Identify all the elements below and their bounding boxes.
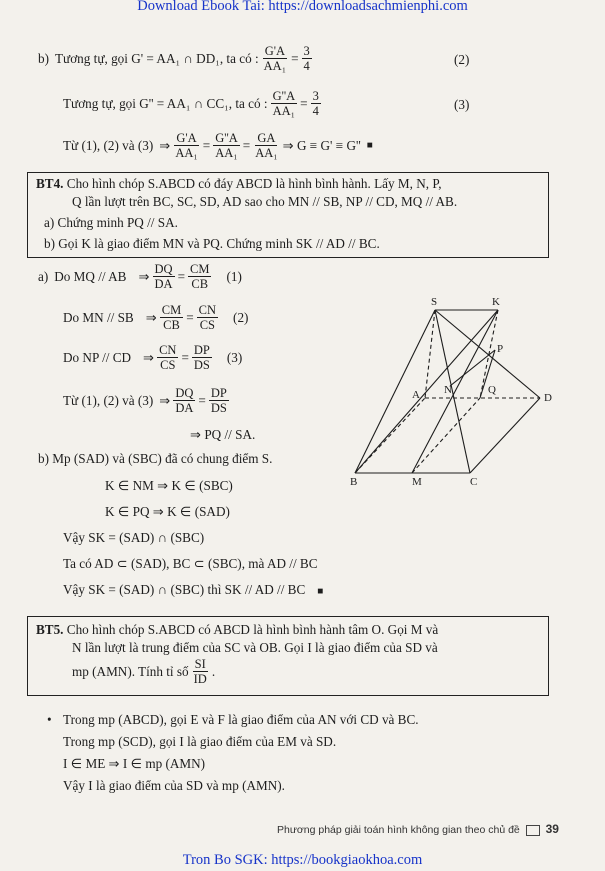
bt4-problem-box — [27, 172, 549, 258]
part-b-line1: b) Tương tự, gọi G' = AA₁ ∩ DD₁, ta có : $\frac{G'A}{\text{AA₁}}$ = $\frac{3}{4}$ — [38, 44, 310, 73]
bt5-problem-box — [27, 616, 549, 696]
sol4b-line3: K ∈ PQ ⇒ K ∈ (SAD) — [105, 504, 230, 519]
sol4a-row3: Do NP // CD ⇒ $\frac{CN}{CS}$ = $\frac{DP}{DS}$ (3) — [63, 343, 243, 372]
part-b-line1-text: Tương tự, gọi G' = AA₁ ∩ DD₁, ta có : — [55, 50, 259, 66]
sol5-line3: I ∈ ME ⇒ I ∈ mp (AMN) — [63, 756, 206, 771]
book-icon — [526, 825, 540, 836]
footer-link[interactable]: Tron Bo SGK: https://bookgiaokhoa.com — [182, 852, 423, 868]
label-N: N — [444, 384, 452, 396]
label-C: C — [470, 476, 478, 488]
label-S: S — [431, 296, 438, 308]
sol4b-line2: K ∈ NM ⇒ K ∈ (SBC) — [105, 478, 233, 493]
bt5-line3: mp (AMN). Tính tỉ số $\frac{SI}{ID}$ . — [72, 657, 216, 686]
label-P: P — [497, 343, 504, 355]
sol5-line2: Trong mp (SCD), gọi I là giao điểm của EM và SD. — [63, 734, 337, 749]
sol4b-line4: Vậy SK = (SAD) ∩ (SBC) — [63, 530, 205, 545]
bt4-line1: BT4. Cho hình chóp S.ABCD có đáy ABCD là hình bình hành. Lấy M, N, P, — [36, 176, 442, 191]
sol4b-line1: b) Mp (SAD) và (SBC) đã có chung điểm S. — [38, 451, 273, 466]
part-b-line2: Tương tự, gọi G'' = AA₁ ∩ CC₁, ta có : $\frac{G''A}{\text{AA₁}}$ = $\frac{3}{4}$ — [63, 89, 319, 118]
sol4a-row1: a) Do MQ // AB ⇒ $\frac{DQ}{DA}$ = $\frac{CM}{CB}$ (1) — [38, 262, 242, 291]
bt4-question-b: b) Gọi K là giao điểm MN và PQ. Chứng minh SK // AD // BC. — [44, 236, 380, 251]
header-link[interactable]: Download Ebook Tai: https://downloadsachmienphi.com — [137, 0, 468, 14]
equation-tag: (2) — [454, 52, 470, 67]
sol4a-row4: Từ (1), (2) và (3) ⇒ $\frac{DQ}{DA}$ = $\frac{DP}{DS}$ — [63, 386, 227, 415]
part-b-label: b) — [38, 50, 49, 66]
sol4a-row2: Do MN // SB ⇒ $\frac{CM}{CB}$ = $\frac{CN}{CS}$ (2) — [63, 303, 249, 332]
label-B: B — [350, 476, 358, 488]
bt5-line1: BT5. Cho hình chóp S.ABCD có ABCD là hình bình hành tâm O. Gọi M và — [36, 622, 439, 637]
fraction: $\frac{G'A}{\text{AA₁}}$ — [263, 44, 287, 73]
sol4a-conclusion: ⇒ PQ // SA. — [190, 427, 256, 442]
bt4-question-a: a) Chứng minh PQ // SA. — [44, 215, 178, 230]
bt5-line2: N lần lượt là trung điểm của SC và OB. Gọi I là giao điểm của SD và — [72, 640, 438, 655]
book-footer: Phương pháp giải toán hình không gian theo chủ đề 39 — [277, 822, 559, 836]
sol5-line4: Vậy I là giao điểm của SD và mp (AMN). — [63, 778, 285, 793]
pyramid-figure — [340, 290, 565, 490]
label-K: K — [492, 296, 500, 308]
bt4-line2: Q lần lượt trên BC, SC, SD, AD sao cho MN // SB, NP // CD, MQ // AB. — [72, 194, 458, 209]
label-M: M — [412, 476, 422, 488]
sol4b-line6: Vậy SK = (SAD) ∩ (SBC) thì SK // AD // BC ■ — [63, 582, 324, 597]
part-b-line3: Từ (1), (2) và (3) ⇒ $\frac{G'A}{\text{AA₁}}$ = $\frac{G''A}{\text{AA₁}}$ = $\frac{GA}{\text{AA₁}}$ ⇒ G ≡ G' ≡ G'' ■ — [63, 131, 373, 160]
fraction: $\frac{3}{4}$ — [303, 44, 310, 73]
sol4b-line5: Ta có AD ⊂ (SAD), BC ⊂ (SBC), mà AD // BC — [63, 556, 318, 571]
sol5-line1: Trong mp (ABCD), gọi E và F là giao điểm của AN với CD và BC. — [63, 712, 419, 727]
label-A: A — [412, 389, 420, 401]
page-number: 39 — [545, 822, 559, 836]
label-D: D — [544, 392, 552, 404]
label-Q: Q — [488, 384, 496, 396]
bullet-icon: • — [47, 712, 52, 727]
equation-tag: (3) — [454, 97, 470, 112]
